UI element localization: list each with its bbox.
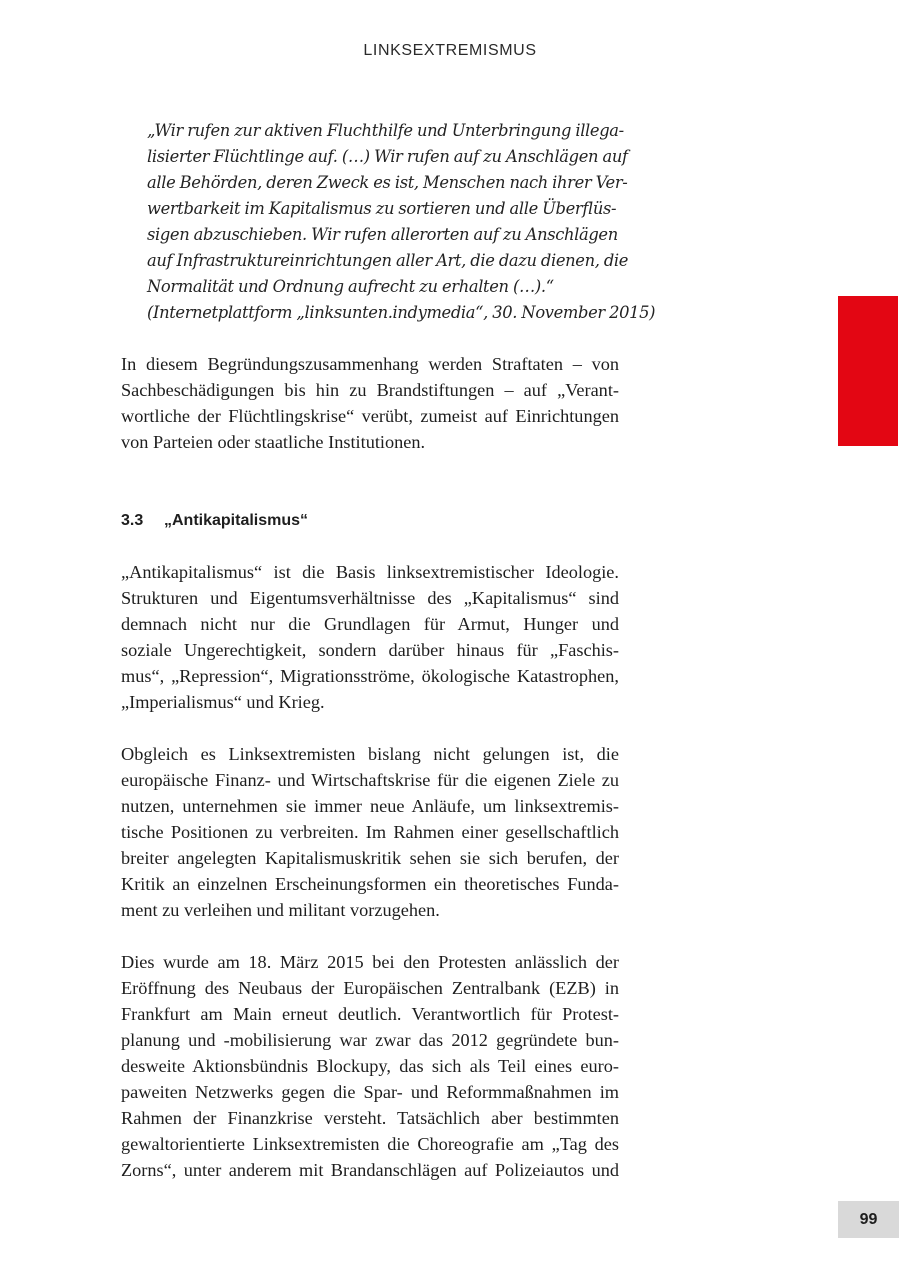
quote-line: alle Behörden, deren Zweck es ist, Menschen nach ihrer Ver- bbox=[147, 173, 628, 192]
quote-line: „Wir rufen zur aktiven Fluchthilfe und Unterbringung illega- bbox=[147, 121, 624, 140]
paragraph-line: ment zu verleihen und militant vorzugehen. bbox=[121, 900, 440, 920]
paragraph-line: desweite Aktionsbündnis Blockupy, das sich als Teil eines euro- bbox=[121, 1056, 619, 1076]
paragraph-line: demnach nicht nur die Grundlagen für Armut, Hunger und bbox=[121, 614, 619, 634]
paragraph-2 bbox=[121, 559, 619, 715]
paragraph-line: tische Positionen zu verbreiten. Im Rahmen einer gesellschaftlich bbox=[121, 822, 619, 842]
paragraph-line: gewaltorientierte Linksextremisten die Choreografie am „Tag des bbox=[121, 1134, 619, 1154]
paragraph-line: Zorns“, unter anderem mit Brandanschlägen auf Polizeiautos und bbox=[121, 1160, 619, 1180]
running-header: LINKSEXTREMISMUS bbox=[363, 42, 537, 59]
paragraph-line: Frankfurt am Main erneut deutlich. Verantwortlich für Protest- bbox=[121, 1004, 619, 1024]
paragraph-line: Obgleich es Linksextremisten bislang nicht gelungen ist, die bbox=[121, 744, 619, 764]
paragraph-line: wortliche der Flüchtlingskrise“ verübt, zumeist auf Einrichtungen bbox=[121, 406, 619, 426]
paragraph-line: Sachbeschädigungen bis hin zu Brandstiftungen – auf „Verant- bbox=[121, 380, 619, 400]
paragraph-4 bbox=[121, 949, 619, 1183]
quote-line: lisierter Flüchtlinge auf. (…) Wir rufen auf zu Anschlägen auf bbox=[147, 147, 628, 166]
section-heading bbox=[121, 509, 308, 533]
paragraph-line: Dies wurde am 18. März 2015 bei den Protesten anlässlich der bbox=[121, 952, 619, 972]
paragraph-line: „Imperialismus“ und Krieg. bbox=[121, 692, 325, 712]
paragraph-line: Kritik an einzelnen Erscheinungsformen ein theoretisches Funda- bbox=[121, 874, 619, 894]
paragraph-line: Strukturen und Eigentumsverhältnisse des „Kapitalismus“ sind bbox=[121, 588, 619, 608]
paragraph-line: In diesem Begründungszusammenhang werden Straftaten – von bbox=[121, 354, 619, 374]
paragraph-line: Rahmen der Finanzkrise versteht. Tatsächlich aber bestimmten bbox=[121, 1108, 619, 1128]
quote-source-line: (Internetplattform „linksunten.indymedia“, 30. November 2015) bbox=[147, 303, 656, 322]
quote-line: sigen abzuschieben. Wir rufen allerorten auf zu Anschlägen bbox=[147, 225, 618, 244]
paragraph-1 bbox=[121, 351, 619, 455]
paragraph-line: breiter angelegten Kapitalismuskritik sehen sie sich berufen, der bbox=[121, 848, 619, 868]
paragraph-line: von Parteien oder staatliche Institutionen. bbox=[121, 432, 426, 452]
section-number: 3.3 bbox=[121, 512, 144, 529]
section-title: „Antikapitalismus“ bbox=[164, 512, 309, 529]
quote-line: wertbarkeit im Kapitalismus zu sortieren und alle Überflüs- bbox=[147, 199, 617, 218]
quote-line: Normalität und Ordnung aufrecht zu erhalten (…).“ bbox=[147, 277, 554, 296]
paragraph-3 bbox=[121, 741, 619, 923]
chapter-color-tab bbox=[838, 296, 898, 446]
page-number-label: 99 bbox=[859, 1210, 878, 1228]
page-number bbox=[838, 1201, 899, 1238]
paragraph-line: planung und -mobilisierung war zwar das 2012 gegründete bun- bbox=[121, 1030, 619, 1050]
paragraph-line: nutzen, unternehmen sie immer neue Anläufe, um linksextremis- bbox=[121, 796, 619, 816]
paragraph-line: paweiten Netzwerks gegen die Spar- und Reformmaßnahmen im bbox=[121, 1082, 619, 1102]
quote-line: auf Infrastruktureinrichtungen aller Art, die dazu dienen, die bbox=[147, 251, 629, 270]
paragraph-line: soziale Ungerechtigkeit, sondern darüber hinaus für „Faschis- bbox=[121, 640, 619, 660]
paragraph-line: europäische Finanz- und Wirtschaftskrise für die eigenen Ziele zu bbox=[121, 770, 619, 790]
block-quote bbox=[147, 118, 656, 326]
paragraph-line: Eröffnung des Neubaus der Europäischen Zentralbank (EZB) in bbox=[121, 978, 619, 998]
paragraph-line: mus“, „Repression“, Migrationsströme, ökologische Katastrophen, bbox=[121, 666, 619, 686]
paragraph-line: „Antikapitalismus“ ist die Basis linksextremistischer Ideologie. bbox=[121, 562, 619, 582]
